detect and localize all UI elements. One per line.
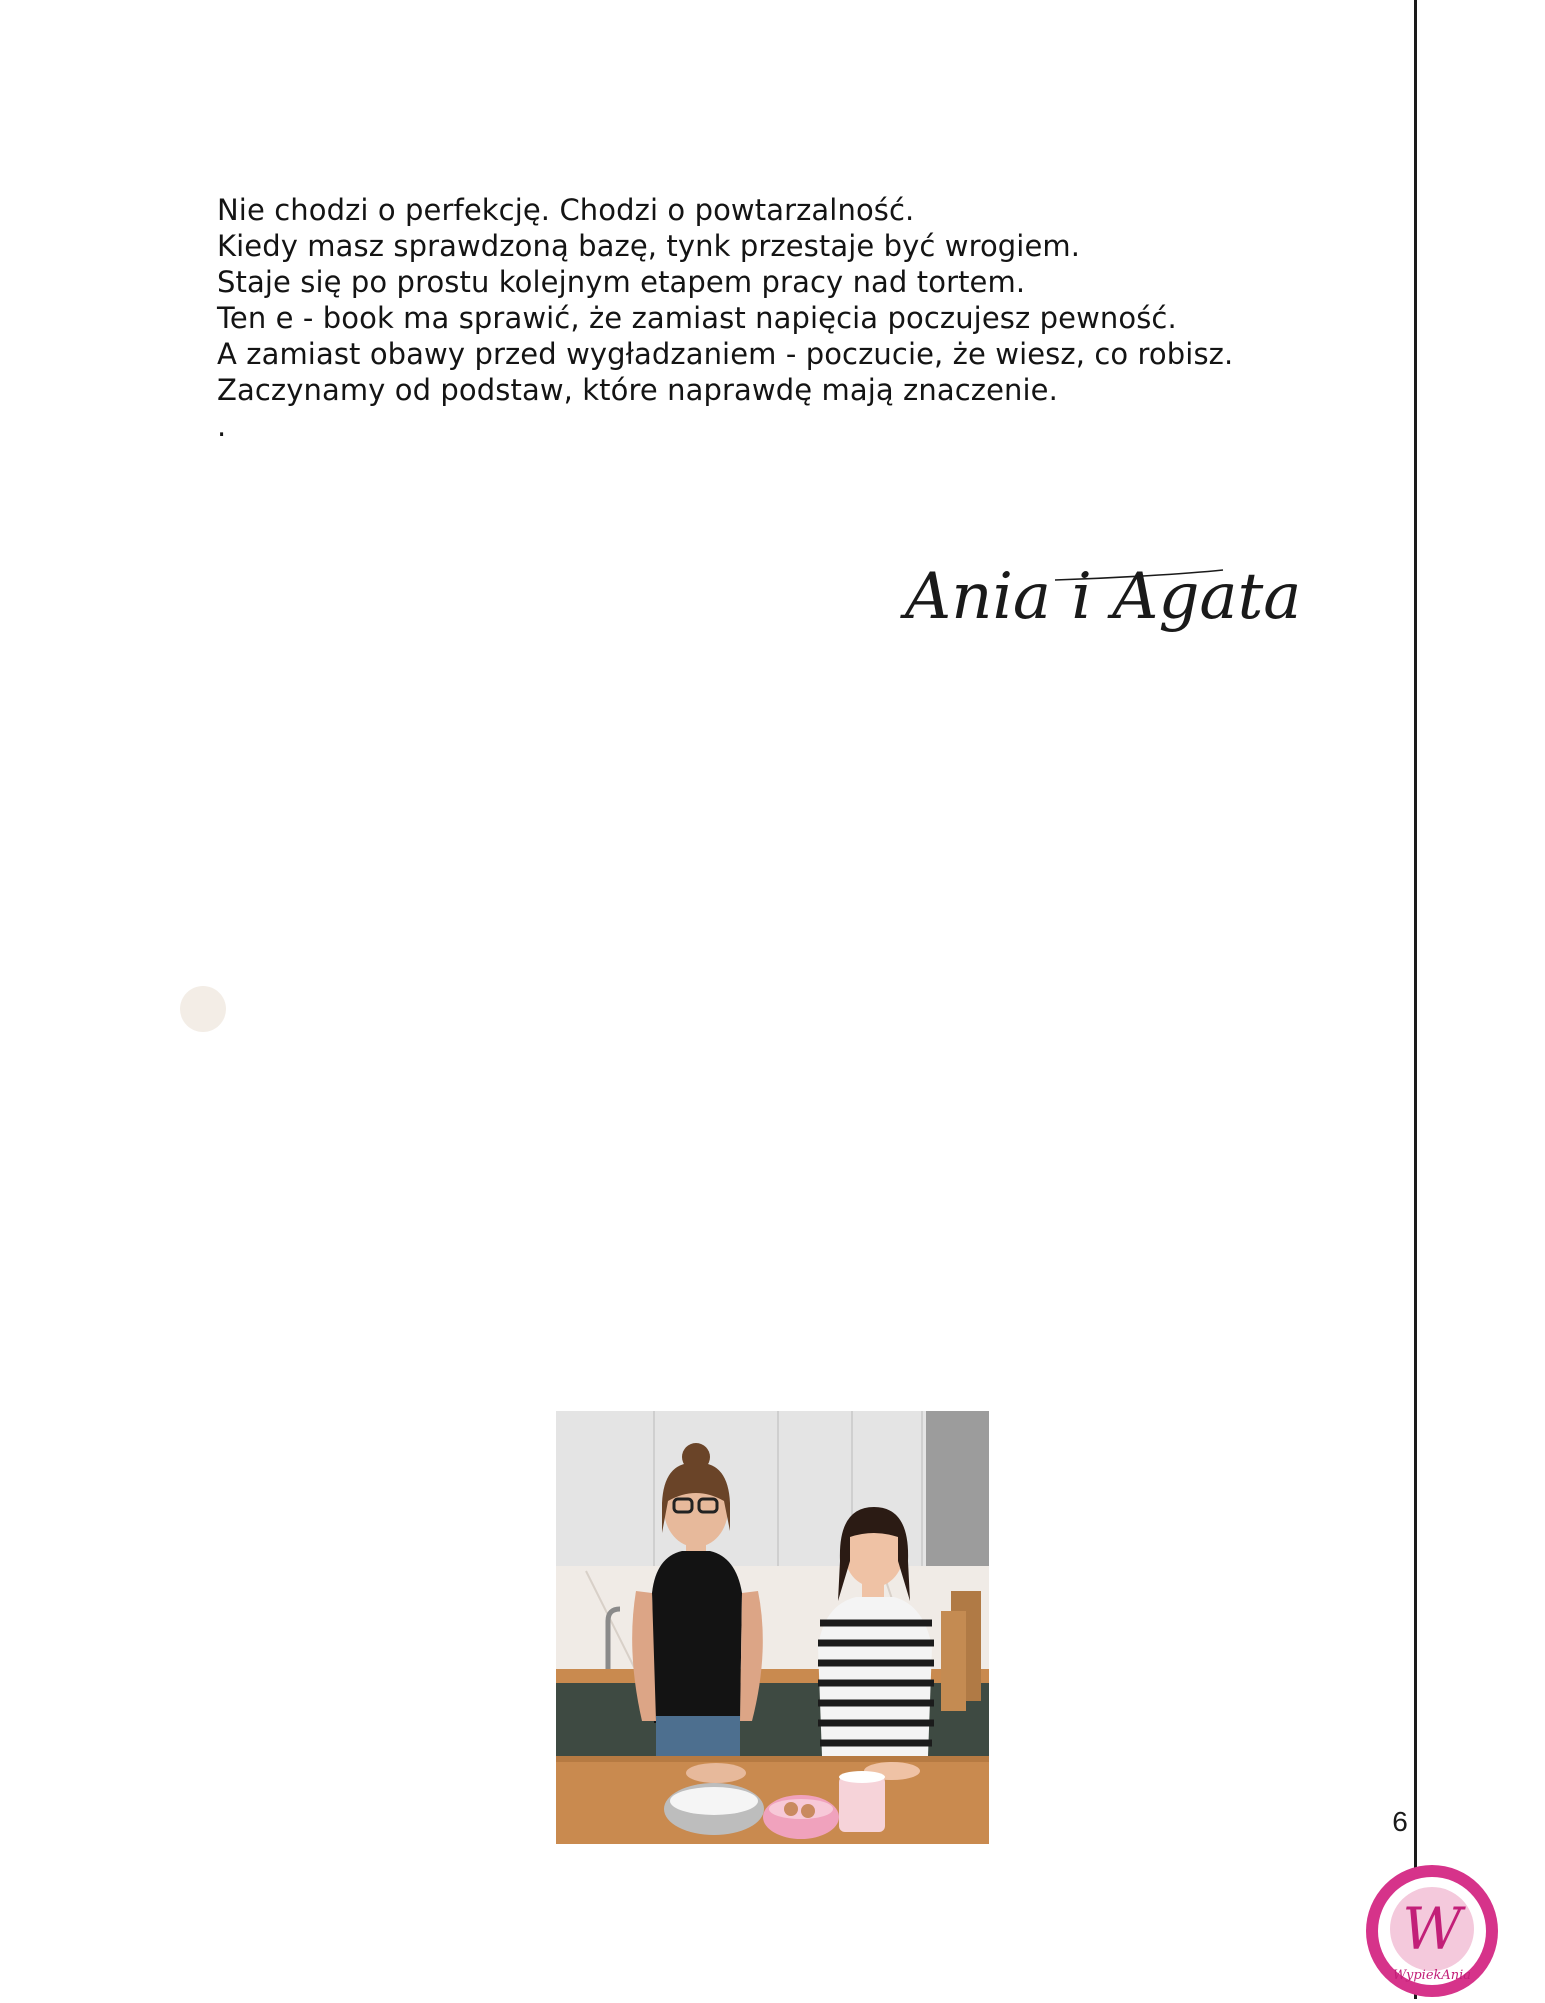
authors-photo (556, 1411, 989, 1844)
logo-wordmark: WypiekAnia (1392, 1968, 1472, 1983)
signature-text: Ania i Agata (905, 560, 1302, 634)
page-number: 6 (1392, 1806, 1408, 1837)
intro-line: A zamiast obawy przed wygładzaniem - poczucie, że wiesz, co robisz. (217, 337, 1234, 371)
brand-logo (1364, 1863, 1500, 1999)
handwritten-signature (905, 540, 1302, 660)
brand-logo-mark (1364, 1863, 1500, 1999)
decorative-dot (180, 986, 226, 1032)
vertical-divider-line (1414, 0, 1417, 1999)
intro-line: Kiedy masz sprawdzoną bazę, tynk przestaje być wrogiem. (217, 229, 1081, 263)
intro-paragraph (217, 192, 1367, 444)
intro-line: Nie chodzi o perfekcję. Chodzi o powtarzalność. (217, 193, 915, 227)
logo-letter: W (1402, 1895, 1462, 1963)
intro-line: Zaczynamy od podstaw, które naprawdę mają znaczenie. (217, 373, 1058, 407)
signature-image (905, 540, 1302, 660)
authors-photo-illustration (556, 1411, 989, 1844)
intro-line: . (217, 409, 227, 443)
intro-line: Staje się po prostu kolejnym etapem pracy nad tortem. (217, 265, 1026, 299)
intro-line: Ten e - book ma sprawić, że zamiast napięcia poczujesz pewność. (217, 301, 1177, 335)
